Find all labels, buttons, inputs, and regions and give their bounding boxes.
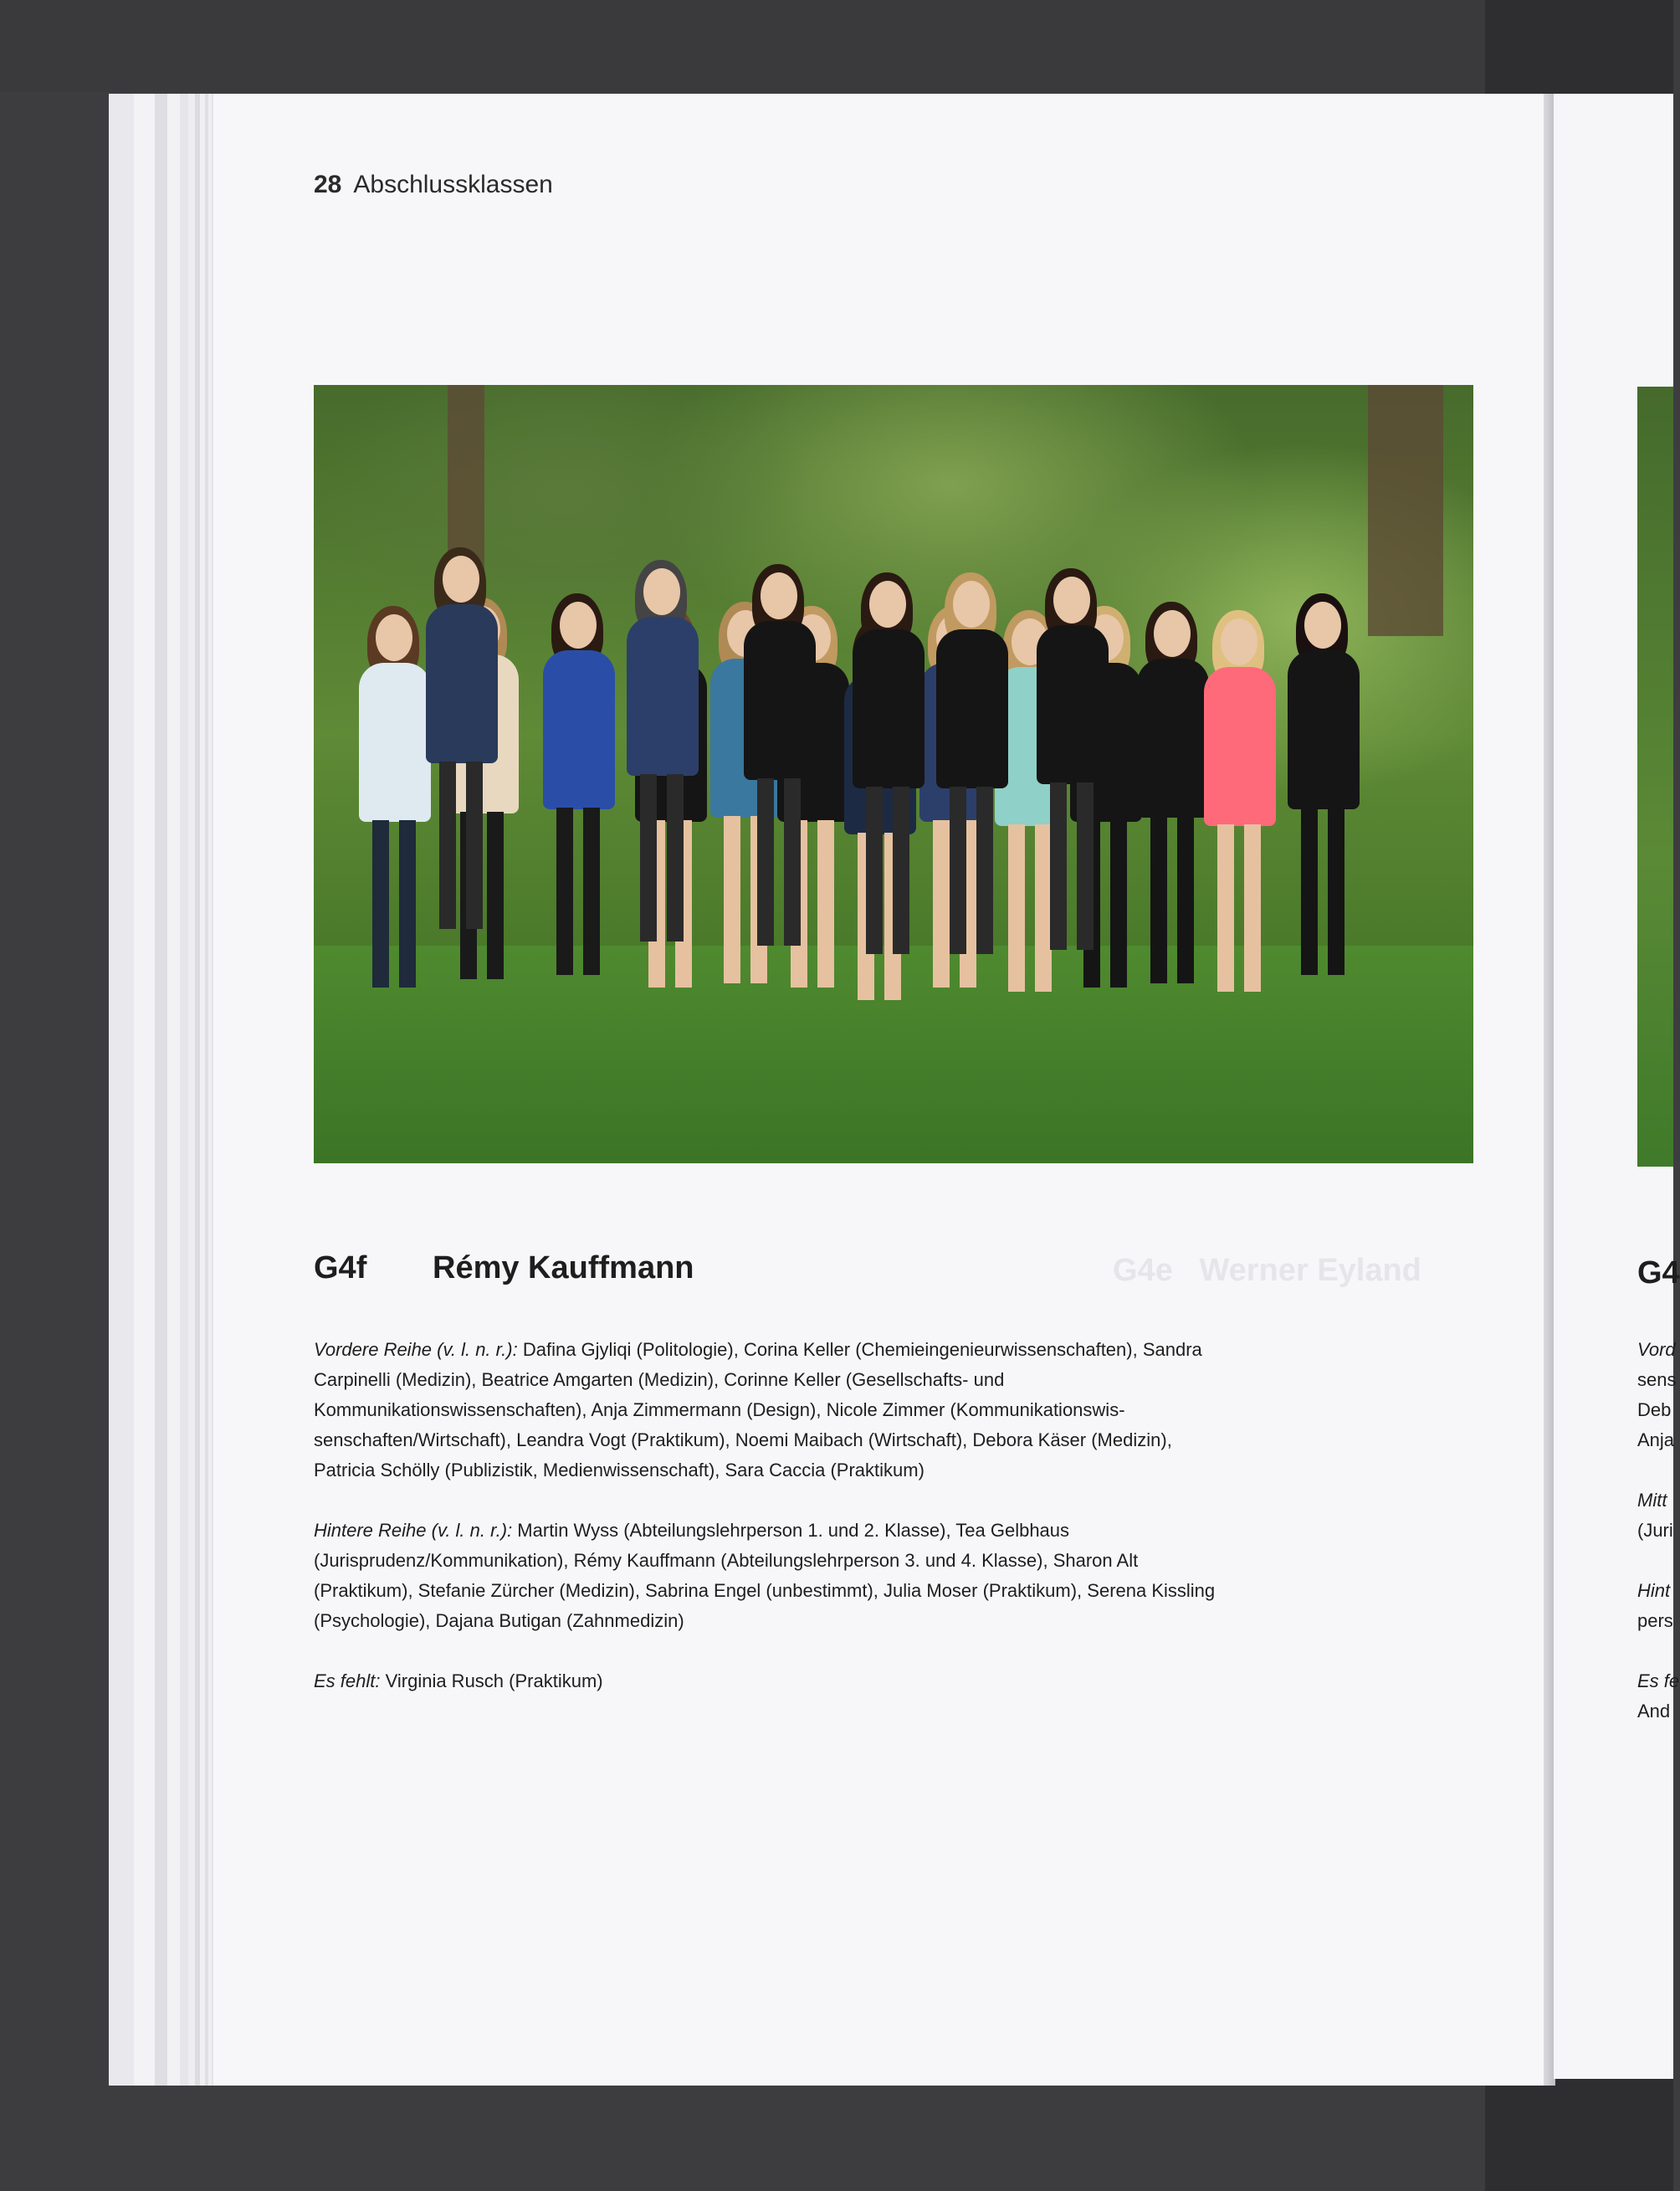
class-code: G4f xyxy=(314,1250,367,1285)
missing-label: Es fehlt: xyxy=(314,1670,381,1691)
next-page-photo-edge xyxy=(1637,387,1673,1167)
next-page-heading: G4 xyxy=(1637,1255,1680,1290)
front-row-names: Dafina Gjyliqi (Politologie), Corina Keller (Chemieingenieurwissenschaften), Sandra Carpinelli (Medizin), Beatrice Amgarten (Medizin), Corinne Keller (Gesellschafts- und Kommunikationswissenschaften), Anja Zimmermann (Design), Nicole Zimmer (Kommunikationswissenschaften/Wirtschaft), Leandra Vogt (Praktikum), Noemi Maibach (Wirtschaft), Debora Käser (Medizin), Patricia Schölly (Publizistik, Medienwissenschaft), Sara Caccia (Praktikum) xyxy=(314,1339,1202,1480)
next-page-line: Es fe xyxy=(1637,1670,1680,1691)
section-title: Abschlussklassen xyxy=(353,171,553,198)
missing-caption xyxy=(314,1666,1234,1696)
show-through-text: G4e Werner Eyland xyxy=(1113,1253,1421,1288)
next-page-line: Hint xyxy=(1637,1580,1671,1601)
next-page-line: sens xyxy=(1637,1369,1677,1390)
front-row-label: Vordere Reihe (v. l. n. r.): xyxy=(314,1339,518,1360)
scan-background xyxy=(0,0,1673,92)
tree-trunk xyxy=(1418,385,1443,636)
next-page-line: And xyxy=(1637,1701,1671,1722)
back-row-names: Martin Wyss (Abteilungslehrperson 1. und 2. Klasse), Tea Gelbhaus (Jurisprudenz/Kommunikation), Rémy Kauffmann (Abteilungslehrperson 3. und 4. Klasse), Sharon Alt (Praktikum), Stefanie Zürcher (Medizin), Sabrina Engel (unbestimmt), Julia Moser (Praktikum), Serena Kissling (Psychologie), Dajana Butigan (Zahnmedizin) xyxy=(314,1520,1216,1631)
next-page-line: Mitt xyxy=(1637,1490,1667,1511)
class-photo xyxy=(314,385,1473,1163)
running-header xyxy=(314,171,553,199)
next-page-line: Anja xyxy=(1637,1429,1675,1450)
next-page-line: Vord xyxy=(1637,1339,1676,1360)
missing-names: Virginia Rusch (Praktikum) xyxy=(380,1670,603,1691)
page-number: 28 xyxy=(314,171,342,198)
next-page-line: (Juri xyxy=(1637,1520,1673,1541)
next-page-line: Deb xyxy=(1637,1399,1672,1420)
back-row-label: Hintere Reihe (v. l. n. r.): xyxy=(314,1520,513,1541)
class-teacher: Rémy Kauffmann xyxy=(433,1250,694,1285)
tree-trunk xyxy=(1368,385,1418,636)
front-row-caption xyxy=(314,1335,1234,1485)
next-page-line: pers xyxy=(1637,1610,1673,1631)
back-row-caption xyxy=(314,1516,1234,1636)
